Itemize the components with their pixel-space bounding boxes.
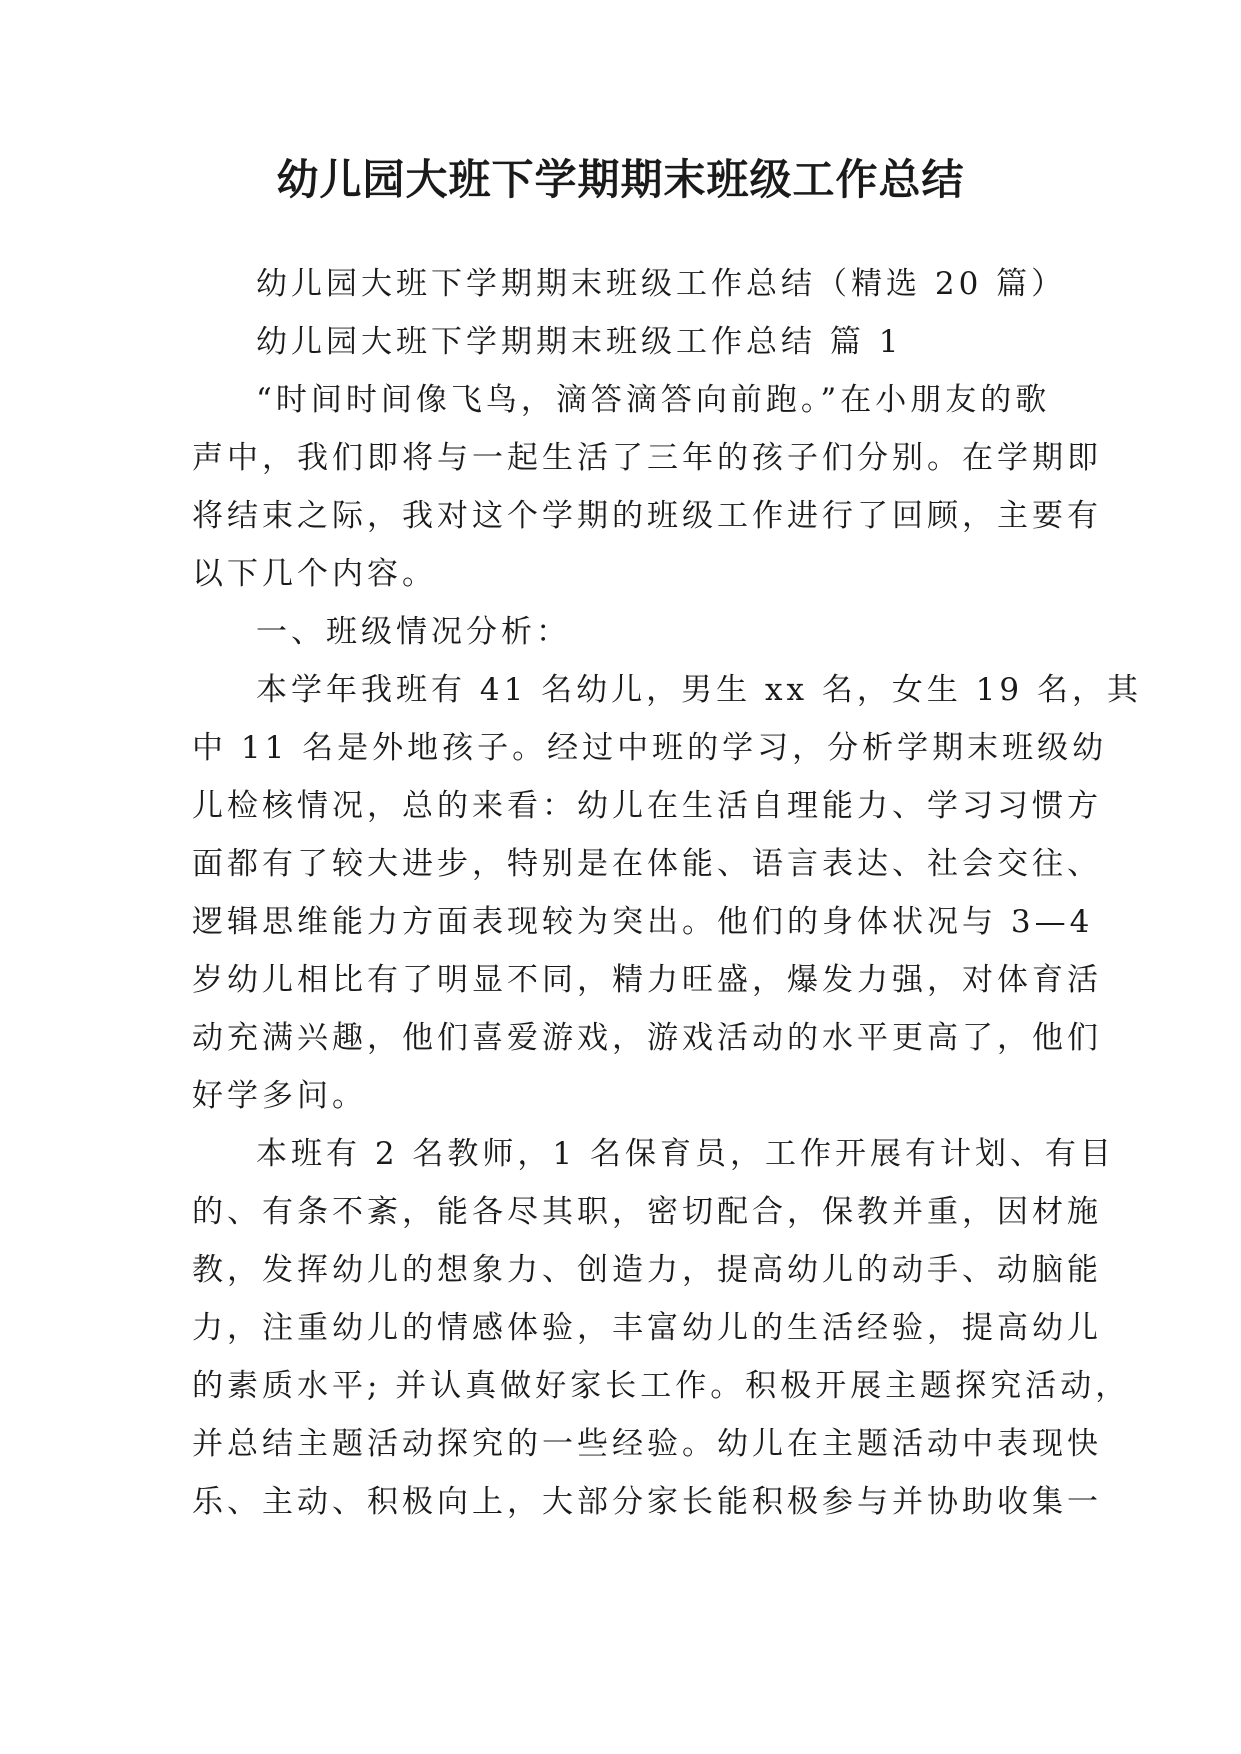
paragraph-line: 力，注重幼儿的情感体验，丰富幼儿的生活经验，提高幼儿	[192, 1310, 1102, 1346]
document-body	[192, 255, 1142, 1531]
paragraph-line: “时间时间像飞鸟，滴答滴答向前跑。”在小朋友的歌	[256, 382, 1051, 418]
paragraph-line: 教，发挥幼儿的想象力、创造力，提高幼儿的动手、动脑能	[192, 1252, 1102, 1288]
section-heading-line: 一、班级情况分析：	[256, 614, 571, 650]
paragraph-line: 本班有 2 名教师，1 名保育员，工作开展有计划、有目	[256, 1136, 1116, 1172]
paragraph-line: 面都有了较大进步，特别是在体能、语言表达、社会交往、	[192, 846, 1102, 882]
paragraph-line: 乐、主动、积极向上，大部分家长能积极参与并协助收集一	[192, 1484, 1102, 1520]
paragraph-line: 好学多问。	[192, 1078, 367, 1114]
paragraph-line: 的、有条不紊，能各尽其职，密切配合，保教并重，因材施	[192, 1194, 1102, 1230]
paragraph-line: 本学年我班有 41 名幼儿，男生 xx 名，女生 19 名，其	[256, 672, 1142, 708]
paragraph-line: 以下几个内容。	[192, 556, 437, 592]
paragraph-line: 的素质水平; 并认真做好家长工作。积极开展主题探究活动，	[192, 1368, 1131, 1404]
document-title: 幼儿园大班下学期期末班级工作总结	[276, 155, 965, 204]
paragraph-line: 将结束之际，我对这个学期的班级工作进行了回顾，主要有	[192, 498, 1102, 534]
paragraph-line: 岁幼儿相比有了明显不同，精力旺盛，爆发力强，对体育活	[192, 962, 1102, 998]
paragraph-line: 逻辑思维能力方面表现较为突出。他们的身体状况与 3—4	[192, 904, 1094, 940]
paragraph-line: 儿检核情况，总的来看：幼儿在生活自理能力、学习习惯方	[192, 788, 1102, 824]
paragraph-line: 中 11 名是外地孩子。经过中班的学习，分析学期末班级幼	[192, 730, 1108, 766]
subtitle-line: 幼儿园大班下学期期末班级工作总结（精选 20 篇）	[256, 266, 1067, 302]
section-heading-line: 幼儿园大班下学期期末班级工作总结 篇 1	[256, 324, 903, 360]
paragraph-line: 并总结主题活动探究的一些经验。幼儿在主题活动中表现快	[192, 1426, 1102, 1462]
paragraph-line: 声中，我们即将与一起生活了三年的孩子们分别。在学期即	[192, 440, 1102, 476]
paragraph-line: 动充满兴趣，他们喜爱游戏，游戏活动的水平更高了，他们	[192, 1020, 1102, 1056]
